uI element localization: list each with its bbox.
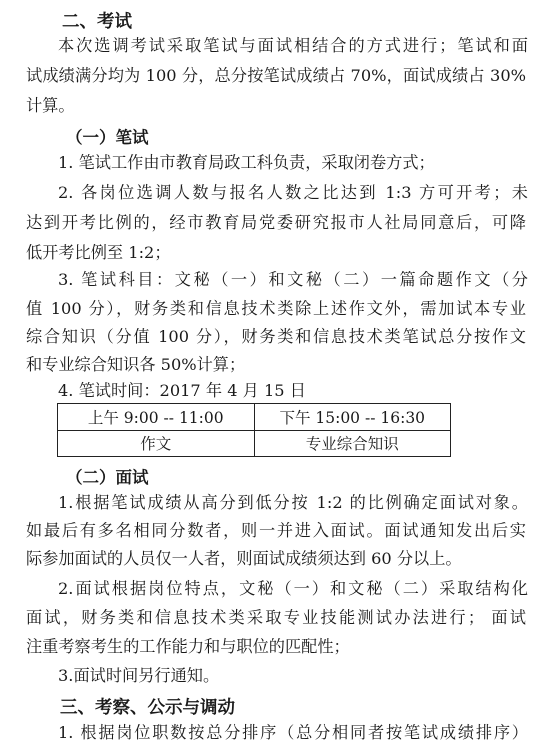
written-item-2-line-1: 2. 各岗位选调人数与报名人数之比达到 1:3 方可开考；未: [58, 183, 528, 202]
written-item-3-line-4: 和专业综合知识各 50%计算；: [26, 355, 246, 374]
subheading-written-exam: （一）笔试: [66, 128, 149, 147]
section-heading-inspection: 三、考察、公示与调动: [60, 698, 235, 718]
interview-item-3: 3.面试时间另行通知。: [58, 666, 220, 685]
subheading-interview: （二）面试: [66, 468, 149, 487]
exam-schedule-table: [57, 403, 451, 457]
schedule-times-row: [58, 404, 451, 431]
exam-intro-line-1: 本次选调考试采取笔试与面试相结合的方式进行；笔试和面: [58, 36, 528, 55]
written-item-2-line-3: 低开考比例至 1:2；: [26, 243, 171, 262]
written-item-2-line-2: 达到开考比例的，经市教育局党委研究报市人社局同意后，可降: [26, 213, 526, 232]
schedule-subject-essay: 作文: [58, 430, 255, 457]
interview-item-2-line-1: 2.面试根据岗位特点，文秘（一）和文秘（二）采取结构化: [58, 579, 528, 598]
inspection-item-1: 1. 根据岗位职数按总分排序（总分相同者按笔试成绩排序）: [58, 723, 528, 742]
schedule-time-morning: 上午 9:00 -- 11:00: [58, 404, 255, 431]
written-item-4-exam-date: 4. 笔试时间：2017 年 4 月 15 日: [58, 381, 306, 400]
written-item-3-line-1: 3. 笔试科目：文秘（一）和文秘（二）一篇命题作文（分: [58, 270, 528, 289]
section-heading-exam: 二、考试: [62, 12, 132, 32]
exam-intro-line-2: 试成绩满分均为 100 分，总分按笔试成绩占 70%，面试成绩占 30%: [26, 66, 526, 85]
interview-item-1-line-3: 际参加面试的人员仅一人者，则面试成绩须达到 60 分以上。: [26, 549, 462, 568]
exam-intro-line-3: 计算。: [26, 96, 75, 115]
schedule-time-afternoon: 下午 15:00 -- 16:30: [254, 404, 451, 431]
schedule-subject-professional: 专业综合知识: [254, 430, 451, 457]
written-item-1: 1. 笔试工作由市教育局政工科负责，采取闭卷方式；: [58, 153, 435, 172]
interview-item-2-line-2: 面试，财务类和信息技术类采取专业技能测试办法进行； 面试: [26, 608, 526, 627]
interview-item-2-line-3: 注重考察考生的工作能力和与职位的匹配性；: [26, 637, 350, 656]
written-item-3-line-3: 综合知识（分值 100 分），财务类和信息技术类笔试总分按作文: [26, 327, 526, 346]
written-item-3-line-2: 值 100 分），财务类和信息技术类除上述作文外，需加试本专业: [26, 299, 526, 318]
interview-item-1-line-1: 1.根据笔试成绩从高分到低分按 1:2 的比例确定面试对象。: [58, 493, 528, 512]
interview-item-1-line-2: 如最后有多名相同分数者，则一并进入面试。面试通知发出后实: [26, 521, 526, 540]
schedule-subjects-row: [58, 430, 451, 457]
